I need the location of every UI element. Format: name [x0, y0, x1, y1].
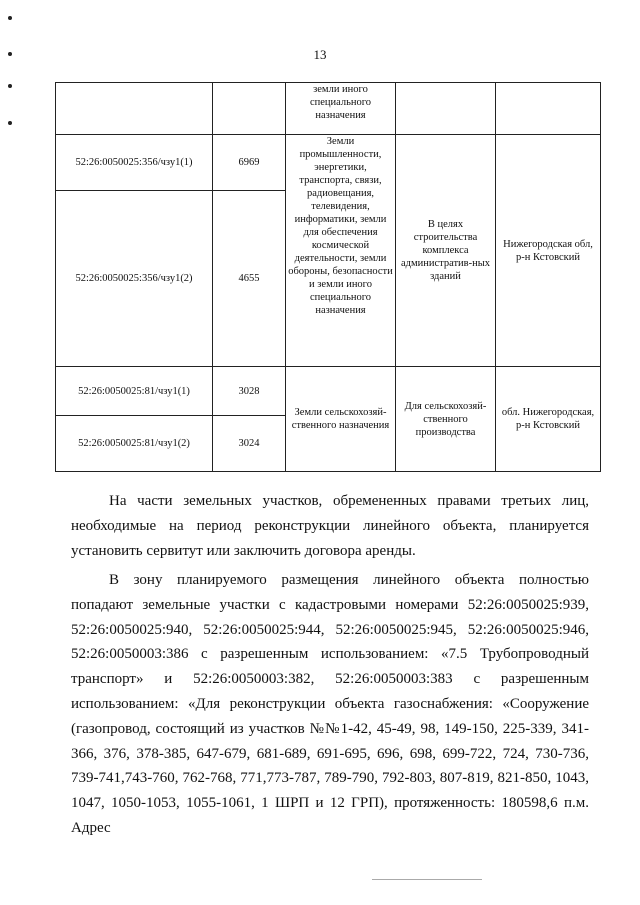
- table-cell: [496, 83, 601, 135]
- cadastral-number: 52:26:0050025:81/чзу1(2): [56, 416, 213, 472]
- table-row: [56, 367, 601, 416]
- cadastral-number: 52:26:0050025:356/чзу1(2): [56, 191, 213, 367]
- land-plots-table: [55, 82, 601, 472]
- page-number: 13: [313, 47, 327, 62]
- permitted-use: Для сельскохозяй-ственного производства: [396, 367, 496, 472]
- plot-location: Нижегородская обл, р-н Кстовский: [496, 135, 601, 367]
- plot-area: 3028: [213, 367, 286, 416]
- category-cell: земли иного специального назначения: [286, 83, 396, 135]
- paragraph-easement: На части земельных участков, обремененных правами третьих лиц, необходимые на период реконструкции линейного объекта, планируется установить сервитут или заключить договора аренды.: [71, 493, 589, 559]
- cadastral-number: 52:26:0050025:81/чзу1(1): [56, 367, 213, 416]
- table-cell: [56, 83, 213, 135]
- land-category: Земли промышленности, энергетики, транспорта, связи, радиовещания, телевидения, информатики, земли для обеспечения космической деятельности, земли обороны, безопасности и земли иного специального назначения: [286, 135, 396, 367]
- paragraph-zone: В зону планируемого размещения линейного объекта полностью попадают земельные участки с кадастровыми номерами 52:26:0050025:939, 52:26:0050025:940, 52:26:0050025:944, 52:26:0050025:945, 52:26:0050025:946, 52:26:0050003:386 с разрешенным использованием: «7.5 Трубопроводный транспорт» и 52:26:0050003:382, 52:26:0050003:383 с разрешенным использованием: «Для реконструкции объекта газоснабжения: «Сооружение (газопровод, состоящий из участков №№1-42, 45-49, 98, 149-150, 225-339, 341-366, 376, 378-385, 647-679, 681-689, 691-695, 696, 698, 699-722, 724, 730-736, 739-741,743-760, 762-768, 771,773-787, 789-790, 792-803, 807-819, 821-850, 1043, 1047, 1050-1053, 1055-1061, 1 ШРП и 12 ГРП), протяженность: 180598,6 п.м. Адрес: [71, 572, 589, 836]
- table-cell: [213, 83, 286, 135]
- table-row: [56, 135, 601, 191]
- margin-dot: [8, 16, 12, 20]
- plot-area: 4655: [213, 191, 286, 367]
- footer-divider: [372, 879, 482, 880]
- margin-dot: [8, 121, 12, 125]
- land-category: Земли сельскохозяй-ственного назначения: [286, 367, 396, 472]
- margin-dot: [8, 84, 12, 88]
- cadastral-number: 52:26:0050025:356/чзу1(1): [56, 135, 213, 191]
- table-cell: [396, 83, 496, 135]
- permitted-use: В целях строительства комплекса административ-ных зданий: [396, 135, 496, 367]
- plot-area: 6969: [213, 135, 286, 191]
- plot-area: 3024: [213, 416, 286, 472]
- plot-location: обл. Нижегородская, р-н Кстовский: [496, 367, 601, 472]
- table-row: [56, 83, 601, 135]
